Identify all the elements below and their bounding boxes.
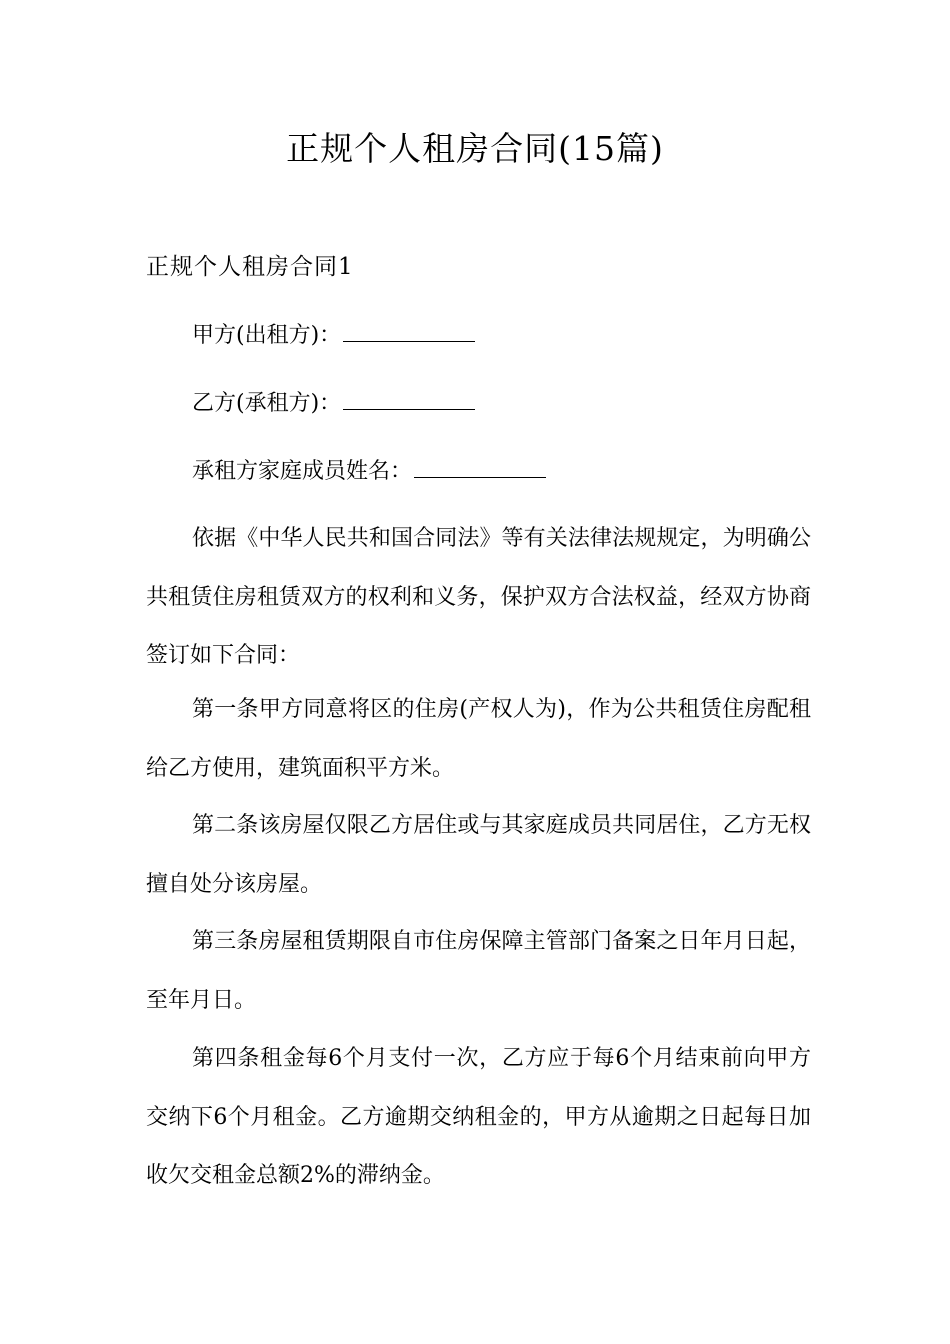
article-4-paragraph: 第四条租金每6个月支付一次，乙方应于每6个月结束前向甲方交纳下6个月租金。乙方逾期交纳租金的，甲方从逾期之日起每日加收欠交租金总额2%的滞纳金。 bbox=[146, 1046, 811, 1188]
family-members-blank bbox=[414, 453, 546, 478]
article-1-paragraph: 第一条甲方同意将区的住房(产权人为)，作为公共租赁住房配租给乙方使用，建筑面积平方米。 bbox=[146, 697, 811, 781]
document-title: 正规个人租房合同(15篇) bbox=[286, 129, 664, 168]
family-members-field bbox=[192, 453, 546, 490]
party-a-field bbox=[192, 317, 475, 354]
article-2-paragraph: 第二条该房屋仅限乙方居住或与其家庭成员共同居住，乙方无权擅自处分该房屋。 bbox=[146, 813, 811, 897]
party-b-blank bbox=[343, 385, 475, 410]
article-3-paragraph: 第三条房屋租赁期限自市住房保障主管部门备案之日年月日起，至年月日。 bbox=[146, 929, 811, 1013]
section-title: 正规个人租房合同1 bbox=[146, 254, 354, 280]
intro-paragraph: 依据《中华人民共和国合同法》等有关法律法规规定，为明确公共租赁住房租赁双方的权利和义务，保护双方合法权益，经双方协商签订如下合同： bbox=[146, 526, 811, 668]
party-a-label: 甲方(出租方)： bbox=[192, 323, 342, 348]
family-members-label: 承租方家庭成员姓名： bbox=[192, 459, 413, 484]
party-b-label: 乙方(承租方)： bbox=[192, 391, 342, 416]
party-b-field bbox=[192, 385, 475, 422]
party-a-blank bbox=[343, 317, 475, 342]
